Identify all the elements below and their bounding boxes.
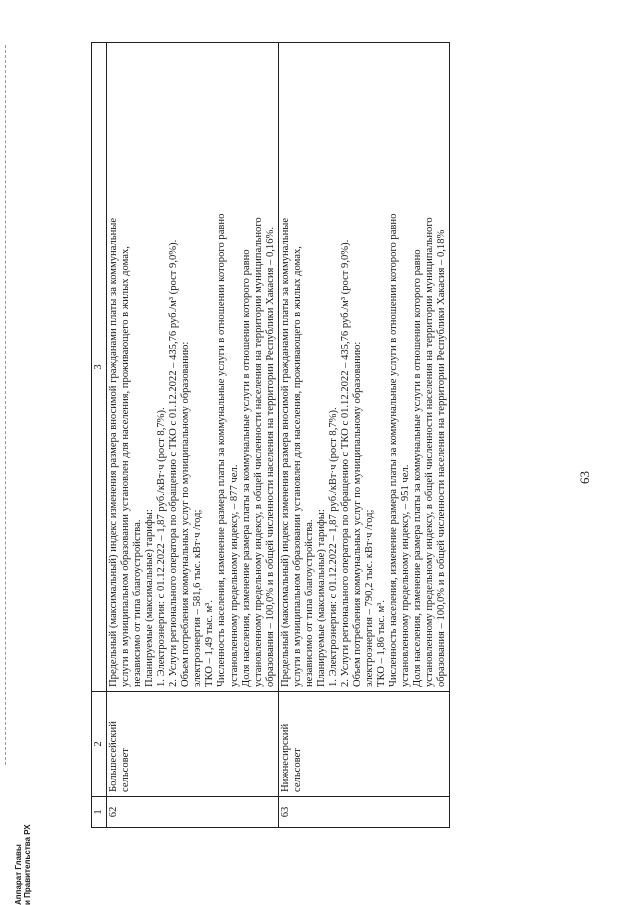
description-line: услуги в муниципальном образовании установлен для населения, проживающего в жилых домах, [120, 246, 132, 687]
description-line: установленному предельному индексу, в общей численности населения на территории муниципального [424, 217, 436, 687]
header-col-1: 1 [92, 797, 107, 828]
description-line: установленному предельному индексу, – 951 чел. [400, 464, 412, 687]
municipality-name-line: сельсовет [120, 748, 132, 792]
description-line: независимо от типа благоустройства. [132, 519, 144, 687]
municipality-name-line: Нижнесирский [279, 723, 291, 792]
table-header-row [92, 43, 107, 828]
table-row [107, 43, 279, 828]
row-number: 63 [278, 797, 450, 828]
description-line: Предельный (максимальный) индекс изменения размера вносимой гражданами платы за коммунальные [279, 217, 291, 687]
description-line: Доля населения, изменение размера платы за коммунальные услуги в отношении которого равно [240, 249, 252, 687]
description-line: Планируемые (максимальные) тарифы: [315, 509, 327, 687]
description-line: Численность населения, изменение размера платы за коммунальные услуги в отношении которого равно [216, 213, 228, 687]
description-line: Планируемые (максимальные) тарифы: [144, 509, 156, 687]
description-line: 1. Электроэнергия: с 01.12.2022 – 1,87 руб./кВт·ч (рост 8,7%). [156, 407, 168, 687]
description-line: 1. Электроэнергия: с 01.12.2022 – 1,87 руб./кВт·ч (рост 8,7%). [327, 407, 339, 687]
scan-artifact-line [5, 45, 6, 765]
description-line: Численность населения, изменение размера платы за коммунальные услуги в отношении которого равно [388, 213, 400, 687]
tariff-description [107, 43, 279, 692]
header-col-2: 2 [92, 692, 107, 797]
row-number: 62 [107, 797, 279, 828]
description-line: образования – 100,0% и в общей численности населения на территории Республики Хакасия – 0,16%. [264, 227, 276, 687]
description-line: услуги в муниципальном образовании установлен для населения, проживающего в жилых домах, [291, 246, 303, 687]
description-line: электроэнергия – 790,2 тыс. кВт·ч /год; [364, 509, 376, 687]
office-stamp [14, 824, 32, 905]
table-body [107, 43, 450, 828]
municipality-name-line: Большесейский [108, 721, 120, 792]
description-line: Предельный (максимальный) индекс изменения размера вносимой гражданами платы за коммунальные [108, 217, 120, 687]
municipality-name-line: сельсовет [291, 748, 303, 792]
description-line: Объем потребления коммунальных услуг по муниципальному образованию: [351, 341, 363, 687]
description-line: ТКО – 1,86 тыс. м³. [376, 600, 388, 687]
description-line: Объем потребления коммунальных услуг по муниципальному образованию: [180, 341, 192, 687]
tariff-table [91, 42, 450, 828]
stamp-line-2: и Правительства РХ [23, 824, 32, 905]
municipality-name [278, 692, 450, 797]
description-line: установленному предельному индексу, в общей численности населения на территории муниципального [252, 217, 264, 687]
description-line: 2. Услуги регионального оператора по обращению с ТКО с 01.12.2022 – 435,76 руб./м³ (рост 9,0%). [339, 239, 351, 687]
description-line: 2. Услуги регионального оператора по обращению с ТКО с 01.12.2022 – 435,76 руб./м³ (рост 9,0%). [168, 239, 180, 687]
description-line: независимо от типа благоустройства. [303, 519, 315, 687]
page-number: 63 [577, 471, 592, 484]
description-line: электроэнергия – 581,6 тыс. кВт·ч /год; [192, 509, 204, 687]
tariff-description [278, 43, 450, 692]
description-line: Доля населения, изменение размера платы за коммунальные услуги в отношении которого равно [412, 249, 424, 687]
description-line: установленному предельному индексу, – 877 чел. [228, 464, 240, 687]
municipality-name [107, 692, 279, 797]
header-col-3: 3 [92, 43, 107, 692]
description-line: ТКО – 1,49 тыс. м³. [204, 600, 216, 687]
stamp-line-1: Аппарат Главы [14, 844, 23, 905]
table-row [278, 43, 450, 828]
description-line: образования – 100,0% и в общей численности населения на территории Республики Хакасия – 0,18% [436, 229, 448, 687]
